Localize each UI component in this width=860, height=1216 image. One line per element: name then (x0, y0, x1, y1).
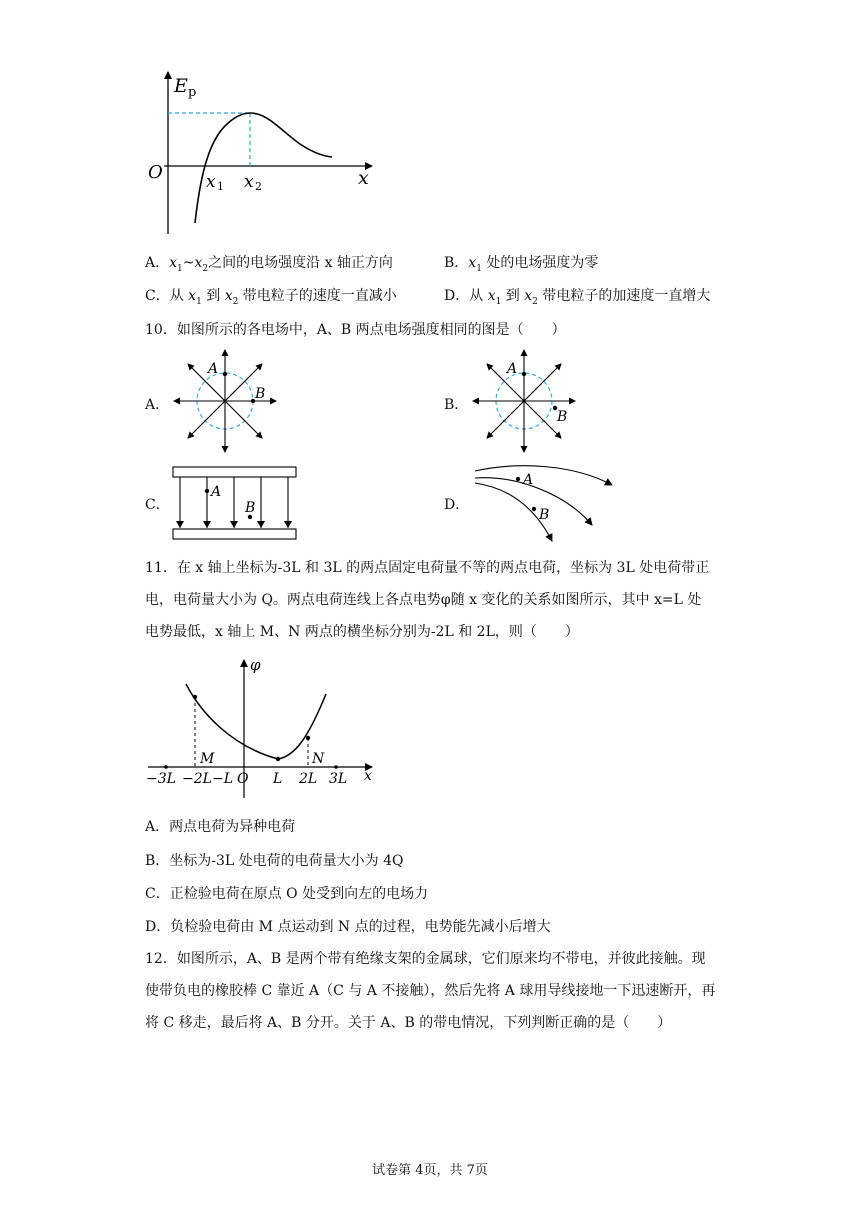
q10-option-d[interactable]: D． (444, 497, 470, 513)
q11-option-d[interactable]: D．负检验电荷由 M 点运动到 N 点的过程，电势能先减小后增大 (145, 919, 551, 935)
ep-graph (140, 68, 380, 240)
q11-stem: 11．在 x 轴上坐标为-3L 和 3L 的两点固定电荷量不等的两点电荷，坐标为 3L 处电荷带正电，电荷量大小为 Q。两点电荷连线上各点电势φ随 x 变化的关系如图所示，其中 x=L 处电势最低，x 轴上 M、N 两点的横坐标分别为-2L 和 2L，则（ ） (145, 560, 710, 640)
q10-stem: 10．如图所示的各电场中，A、B 两点电场强度相同的图是（ ） (145, 322, 566, 338)
origin-label: O (148, 162, 163, 183)
page-footer: 试卷第 4页，共 7页 (372, 1163, 488, 1178)
q10-option-b[interactable]: B． (444, 397, 469, 413)
q9-option-a[interactable]: A．$x_1\sim x_2$之间的电场强度沿 x 轴正方向 (145, 255, 393, 274)
svg-text:x: x (364, 768, 372, 784)
svg-text:B: B (539, 507, 550, 523)
svg-text:A: A (211, 484, 222, 500)
svg-text:O: O (237, 771, 249, 787)
svg-text:N: N (312, 751, 325, 767)
q10-figure-b (469, 346, 579, 456)
q10-option-c[interactable]: C． (145, 497, 170, 513)
svg-text:A: A (507, 361, 518, 377)
svg-text:x: x (244, 172, 254, 192)
phi-graph (140, 656, 380, 802)
q10-option-a[interactable]: A． (145, 397, 170, 413)
q10-figure-d (470, 463, 620, 545)
svg-text:−2L: −2L (182, 771, 212, 787)
svg-text:A: A (208, 361, 219, 377)
svg-text:1: 1 (217, 180, 224, 193)
q9-option-d[interactable]: D．从 $x_1$ 到 $x_2$ 带电粒子的加速度一直增大 (444, 288, 711, 307)
q10-figure-c (170, 465, 300, 543)
svg-text:3L: 3L (329, 771, 348, 787)
x-axis-label: x (358, 167, 369, 189)
svg-text:−L: −L (212, 771, 234, 787)
svg-text:B: B (557, 409, 568, 425)
svg-text:A: A (523, 472, 534, 488)
q11-option-b[interactable]: B．坐标为-3L 处电荷的电荷量大小为 4Q (145, 853, 404, 869)
svg-text:L: L (273, 771, 283, 787)
svg-text:2L: 2L (299, 771, 318, 787)
svg-text:−3L: −3L (146, 771, 176, 787)
svg-text:2: 2 (255, 180, 262, 193)
ep-axis-label: E (174, 75, 188, 97)
svg-text:x: x (206, 172, 216, 192)
svg-text:B: B (245, 500, 256, 516)
q10-figure-a (170, 346, 280, 456)
svg-text:p: p (188, 85, 197, 100)
q11-option-c[interactable]: C．正检验电荷在原点 O 处受到向左的电场力 (145, 886, 429, 902)
q12-stem: 12．如图所示，A、B 是两个带有绝缘支架的金属球，它们原来均不带电，并彼此接触。现使带负电的橡胶棒 C 靠近 A（C 与 A 不接触），然后先将 A 球用导线接地一下迅速断开，再将 C 移走，最后将 A、B 分开。关于 A、B 的带电情况，下列判断正确的是（ ） (145, 951, 716, 1031)
svg-text:M: M (200, 751, 215, 767)
q9-option-c[interactable]: C．从 $x_1$ 到 $x_2$ 带电粒子的速度一直减小 (145, 288, 397, 307)
q11-option-a[interactable]: A．两点电荷为异种电荷 (145, 819, 296, 835)
svg-text:φ: φ (250, 656, 261, 674)
svg-text:B: B (255, 386, 266, 402)
q9-option-b[interactable]: B．$x_1$ 处的电场强度为零 (444, 255, 599, 274)
